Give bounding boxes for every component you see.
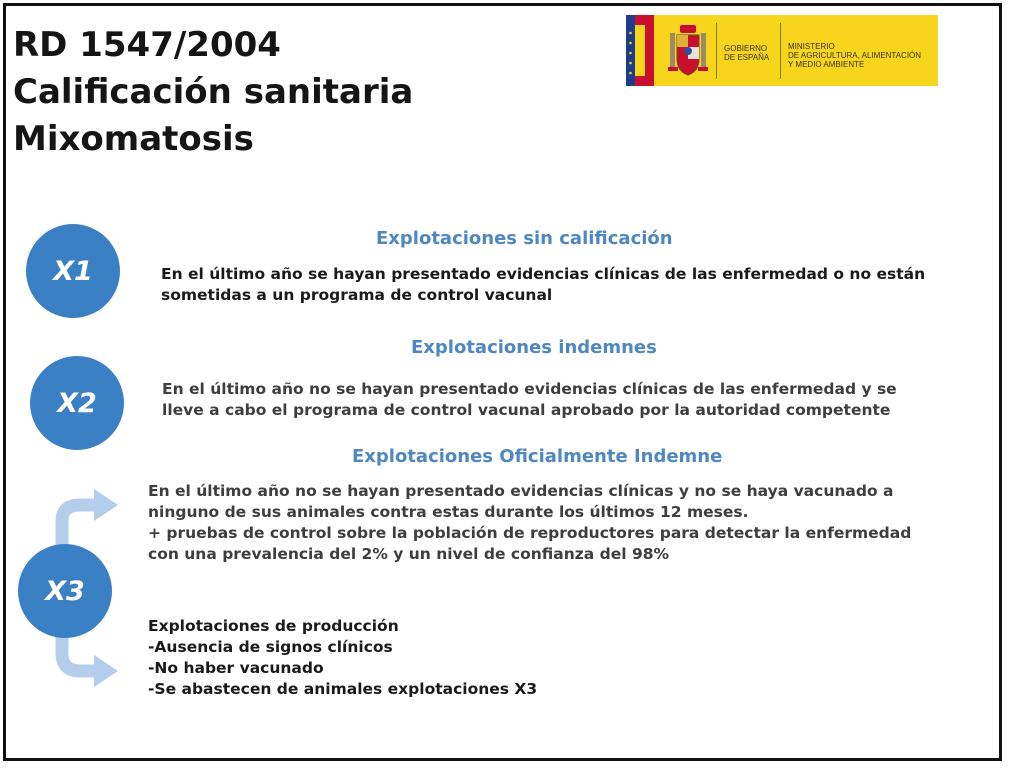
logo-divider [716,23,717,79]
production-line: -No haber vacunado [148,659,324,677]
section-heading-x3: Explotaciones Oficialmente Indemne [352,446,723,467]
logo-gov-line: DE ESPAÑA [724,53,770,62]
logo-ministry-line: Y MEDIO AMBIENTE [788,60,865,69]
section-heading-x1: Explotaciones sin calificación [376,228,673,249]
logo-ministry-line: MINISTERIO [788,42,835,51]
production-line: -Se abastecen de animales explotaciones X3 [148,680,538,698]
section-text-x1 [161,264,925,306]
logo-ministry-text [788,42,921,69]
text-line: ninguno de sus animales contra estas durante los últimos 12 meses. [148,503,749,521]
slide-title [13,22,413,163]
badge-x2: X2 [30,356,124,450]
government-logo [626,15,938,86]
title-line: Mixomatosis [13,119,254,159]
spanish-flag-icon [626,15,654,86]
text-line: sometidas a un programa de control vacunal [161,286,553,304]
badge-x3: X3 [18,544,112,638]
production-line: -Ausencia de signos clínicos [148,638,393,656]
text-line: lleve a cabo el programa de control vacunal aprobado por la autoridad competente [162,401,891,419]
title-line: RD 1547/2004 [13,25,281,65]
text-line: + pruebas de control sobre la población de reproductores para detectar la enfermedad [148,524,912,542]
logo-ministry-line: DE AGRICULTURA, ALIMENTACIÓN [788,51,922,60]
title-line: Calificación sanitaria [13,72,414,112]
text-line: En el último año no se hayan presentado evidencias clínicas de las enfermedad y se [162,380,897,398]
badge-x1: X1 [26,224,120,318]
text-line: En el último año se hayan presentado evidencias clínicas de las enfermedad o no están [161,265,926,283]
section-text-x2 [162,379,897,421]
production-line: Explotaciones de producción [148,617,399,635]
logo-gov-text [724,44,769,62]
text-line: En el último año no se hayan presentado evidencias clínicas y no se haya vacunado a [148,482,894,500]
logo-gov-line: GOBIERNO [724,44,768,53]
logo-divider [780,23,781,79]
text-line: con una prevalencia del 2% y un nivel de confianza del 98% [148,545,670,563]
section-text-x3 [148,481,911,565]
section-heading-x2: Explotaciones indemnes [411,337,657,358]
production-criteria [148,616,537,700]
coat-of-arms-icon [666,23,710,79]
